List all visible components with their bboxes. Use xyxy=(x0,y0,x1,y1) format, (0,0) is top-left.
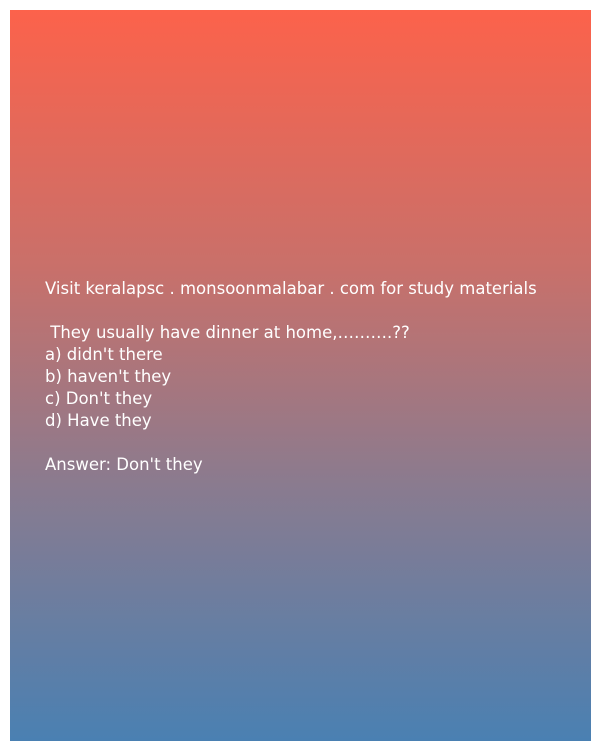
option-a: a) didn't there xyxy=(45,345,163,364)
question-text: They usually have dinner at home,……….?? xyxy=(45,323,410,342)
option-d: d) Have they xyxy=(45,411,152,430)
card-content xyxy=(45,278,575,476)
spacer xyxy=(45,432,575,454)
option-c: c) Don't they xyxy=(45,389,153,408)
answer-text: Answer: Don't they xyxy=(45,455,203,474)
promo-text: Visit keralapsc . monsoonmalabar . com for study materials xyxy=(45,279,537,298)
spacer xyxy=(45,300,575,322)
question-card xyxy=(10,10,591,741)
option-b: b) haven't they xyxy=(45,367,172,386)
